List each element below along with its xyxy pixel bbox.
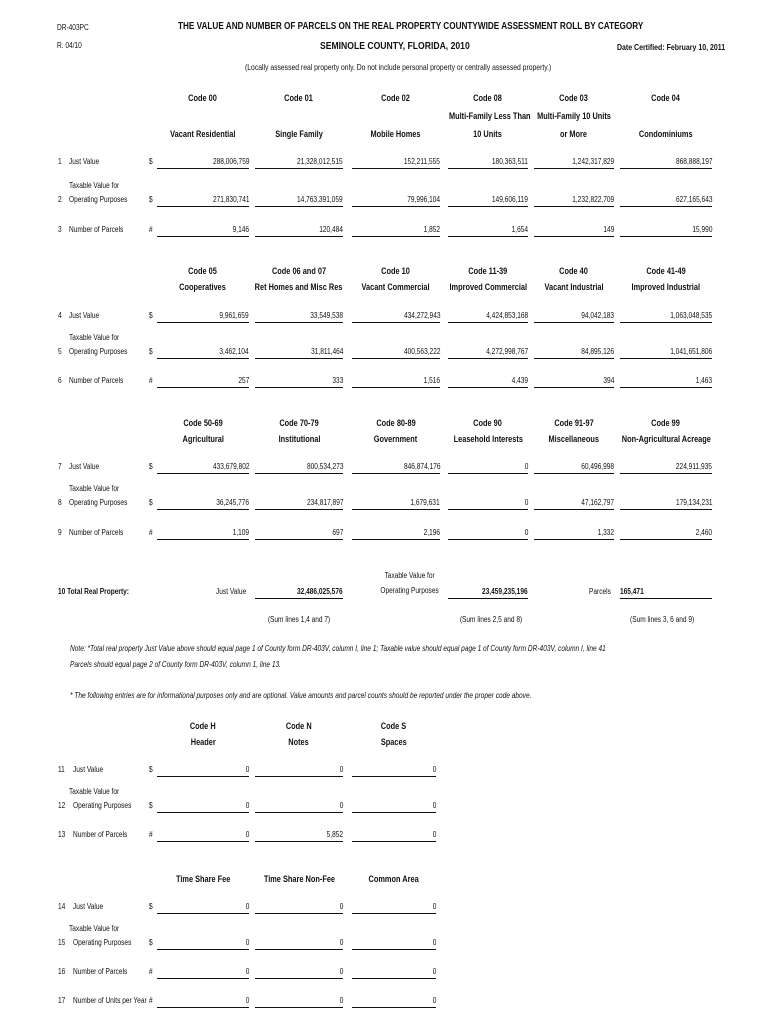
col-code: Code 40 — [559, 266, 589, 276]
col-desc: Condominiums — [639, 129, 693, 139]
col-code: Code 41-49 — [646, 266, 686, 276]
table-cell: 2,196 — [352, 528, 440, 540]
table-cell: 1,852 — [352, 225, 440, 237]
row-symbol: $ — [149, 347, 153, 356]
note-text: * The following entries are for informational purposes only and are optional. Value amounts and parcel counts should be reported under the proper code above. — [70, 691, 532, 700]
table-cell: 0 — [157, 902, 249, 914]
col-desc: Improved Industrial — [631, 282, 701, 292]
row-symbol: # — [149, 830, 153, 839]
row-number: 4 — [58, 311, 62, 320]
table-cell: 0 — [352, 996, 436, 1008]
row-label: Number of Parcels — [69, 225, 124, 234]
col-code: Code 50-69 — [183, 418, 223, 428]
row-symbol: # — [149, 376, 153, 385]
table-cell: 800,534,273 — [255, 462, 343, 474]
table-cell: 31,811,464 — [255, 347, 343, 359]
table-cell: 627,165,643 — [620, 195, 712, 207]
table-cell: 5,852 — [255, 830, 343, 842]
table-cell: 0 — [157, 801, 249, 813]
col-desc: Vacant Industrial — [544, 282, 604, 292]
table-cell: 180,363,511 — [448, 157, 528, 169]
table-cell: 0 — [255, 765, 343, 777]
col-code: Code 08 — [473, 93, 503, 103]
total-just-label: Just Value — [216, 587, 247, 596]
row-number: 8 — [58, 498, 62, 507]
row-symbol: $ — [149, 195, 153, 204]
row-number: 6 — [58, 376, 62, 385]
table-cell: 0 — [255, 996, 343, 1008]
table-cell: 0 — [448, 528, 528, 540]
table-cell: 4,439 — [448, 376, 528, 388]
row-label: Operating Purposes — [69, 347, 128, 356]
table-cell: 9,961,659 — [157, 311, 249, 323]
table-cell: 0 — [157, 996, 249, 1008]
table-cell: 868,888,197 — [620, 157, 712, 169]
table-cell: 0 — [157, 967, 249, 979]
row-label: Number of Parcels — [73, 830, 128, 839]
row-number: 14 — [58, 902, 66, 911]
table-cell: 179,134,231 — [620, 498, 712, 510]
row-symbol: # — [149, 225, 153, 234]
row-symbol: $ — [149, 498, 153, 507]
col-desc: Notes — [288, 737, 310, 747]
col-code: Code 70-79 — [279, 418, 319, 428]
row-symbol: # — [149, 996, 153, 1005]
total-parcels-label: Parcels — [589, 587, 611, 596]
row-number: 15 — [58, 938, 66, 947]
table-cell: 0 — [448, 498, 528, 510]
col-desc: Vacant Residential — [170, 129, 236, 139]
table-cell: 697 — [255, 528, 343, 540]
row-number: 11 — [58, 765, 65, 774]
row-number: 3 — [58, 225, 62, 234]
row-symbol: $ — [149, 801, 153, 810]
note-text: Note: *Total real property Just Value above should equal page 1 of County form DR-403V, column I, line 1; Taxable value should equal page 1 of County form DR-403V, column I, line 41 — [70, 644, 606, 653]
table-cell: 271,830,741 — [157, 195, 249, 207]
col-desc: Government — [374, 434, 418, 444]
col-code: Time Share Fee — [175, 874, 231, 884]
col-code: Code 91-97 — [554, 418, 594, 428]
table-cell: 120,484 — [255, 225, 343, 237]
col-desc: Cooperatives — [179, 282, 227, 292]
table-cell: 1,242,317,829 — [534, 157, 614, 169]
table-cell: 9,146 — [157, 225, 249, 237]
table-cell: 36,245,776 — [157, 498, 249, 510]
table-cell: 0 — [352, 765, 436, 777]
table-cell: 257 — [157, 376, 249, 388]
col-code: Code 80-89 — [376, 418, 416, 428]
table-cell: 4,424,853,168 — [448, 311, 528, 323]
row-number: 16 — [58, 967, 66, 976]
col-code: Code 90 — [473, 418, 503, 428]
col-code: Code N — [286, 721, 312, 731]
col-code: Code 02 — [381, 93, 411, 103]
table-cell: 0 — [255, 902, 343, 914]
table-cell: 0 — [255, 967, 343, 979]
table-cell: 0 — [157, 830, 249, 842]
col-code: Code S — [381, 721, 407, 731]
row-label: Operating Purposes — [73, 938, 132, 947]
total-taxable-label: Taxable Value for — [384, 571, 436, 580]
total-just-value: 32,486,025,576 — [255, 587, 343, 599]
page-subtitle: (Locally assessed real property only. Do not include personal property or centrally assessed property.) — [245, 62, 552, 72]
table-cell: 333 — [255, 376, 343, 388]
row-symbol: # — [149, 967, 153, 976]
table-cell: 152,211,555 — [352, 157, 440, 169]
col-desc: Vacant Commercial — [361, 282, 431, 292]
table-cell: 400,563,222 — [352, 347, 440, 359]
table-cell: 0 — [448, 462, 528, 474]
row-label: Taxable Value for — [69, 333, 120, 342]
col-desc: Mobile Homes — [370, 129, 422, 139]
col-code: Code 04 — [651, 93, 681, 103]
table-cell: 84,895,126 — [534, 347, 614, 359]
table-cell: 394 — [534, 376, 614, 388]
col-desc: Multi-Family Less Than — [448, 111, 531, 121]
table-cell: 47,162,797 — [534, 498, 614, 510]
table-cell: 288,006,759 — [157, 157, 249, 169]
table-cell: 0 — [352, 902, 436, 914]
row-symbol: $ — [149, 157, 153, 166]
table-cell: 14,763,391,059 — [255, 195, 343, 207]
col-code: Code H — [190, 721, 216, 731]
row-label: Number of Parcels — [69, 376, 124, 385]
table-cell: 434,272,943 — [352, 311, 440, 323]
col-code: Code 05 — [188, 266, 218, 276]
table-cell: 1,109 — [157, 528, 249, 540]
col-code: Code 10 — [381, 266, 411, 276]
col-desc: or More — [560, 129, 588, 139]
row-label: Just Value — [69, 311, 100, 320]
table-cell: 234,817,897 — [255, 498, 343, 510]
row-number: 13 — [58, 830, 66, 839]
col-code: Code 99 — [651, 418, 681, 428]
row-number: 2 — [58, 195, 62, 204]
row-label: Just Value — [69, 462, 100, 471]
county-title: SEMINOLE COUNTY, FLORIDA, 2010 — [320, 40, 470, 52]
row-number: 17 — [58, 996, 66, 1005]
row-label: Number of Units per Year — [73, 996, 147, 1005]
note-text: Parcels should equal page 2 of County form DR-403V, column 1, line 13. — [70, 660, 282, 669]
table-cell: 2,460 — [620, 528, 712, 540]
col-desc: Institutional — [278, 434, 320, 444]
total-taxable-value: 23,459,235,196 — [448, 587, 528, 599]
total-taxable-label: Operating Purposes — [380, 586, 440, 595]
row-label: Taxable Value for — [69, 181, 120, 190]
total-taxable-note: (Sum lines 2,5 and 8) — [459, 615, 523, 624]
col-desc: Agricultural — [182, 434, 224, 444]
col-desc: Leasehold Interests — [453, 434, 523, 444]
table-cell: 1,041,651,806 — [620, 347, 712, 359]
row-label: Number of Parcels — [69, 528, 124, 537]
row-label: Just Value — [73, 902, 104, 911]
row-symbol: $ — [149, 938, 153, 947]
table-cell: 1,516 — [352, 376, 440, 388]
table-cell: 21,328,012,515 — [255, 157, 343, 169]
total-parcels-note: (Sum lines 3, 6 and 9) — [629, 615, 695, 624]
table-cell: 0 — [255, 938, 343, 950]
col-code: Time Share Non-Fee — [263, 874, 335, 884]
row-number: 12 — [58, 801, 66, 810]
col-code: Code 06 and 07 — [271, 266, 327, 276]
row-number: 5 — [58, 347, 62, 356]
row-label: Taxable Value for — [69, 484, 120, 493]
table-cell: 0 — [157, 938, 249, 950]
col-desc: Multi-Family 10 Units — [537, 111, 611, 121]
row-label: Operating Purposes — [69, 498, 128, 507]
table-cell: 94,042,183 — [534, 311, 614, 323]
col-code: Code 00 — [188, 93, 218, 103]
row-label: Operating Purposes — [73, 801, 132, 810]
table-cell: 224,911,935 — [620, 462, 712, 474]
table-cell: 79,996,104 — [352, 195, 440, 207]
row-symbol: $ — [149, 765, 153, 774]
row-label: Taxable Value for — [69, 924, 120, 933]
row-label: Just Value — [73, 765, 104, 774]
col-desc: Improved Commercial — [449, 282, 527, 292]
table-cell: 60,496,998 — [534, 462, 614, 474]
table-cell: 1,063,048,535 — [620, 311, 712, 323]
col-desc: 10 Units — [473, 129, 503, 139]
row-label: Operating Purposes — [69, 195, 128, 204]
table-cell: 15,990 — [620, 225, 712, 237]
form-revision: R. 04/10 — [57, 41, 82, 50]
table-cell: 0 — [352, 967, 436, 979]
table-cell: 0 — [352, 801, 436, 813]
total-parcels-value: 165,471 — [620, 587, 712, 599]
table-cell: 1,463 — [620, 376, 712, 388]
row-symbol: $ — [149, 902, 153, 911]
col-desc: Spaces — [381, 737, 407, 747]
col-desc: Miscellaneous — [548, 434, 600, 444]
col-code: Code 01 — [284, 93, 314, 103]
date-certified: Date Certified: February 10, 2011 — [617, 42, 726, 52]
col-code: Code 03 — [559, 93, 589, 103]
table-cell: 1,232,822,709 — [534, 195, 614, 207]
table-cell: 0 — [255, 801, 343, 813]
row-symbol: $ — [149, 311, 153, 320]
table-cell: 3,462,104 — [157, 347, 249, 359]
total-just-note: (Sum lines 1,4 and 7) — [267, 615, 331, 624]
row-label: Number of Parcels — [73, 967, 128, 976]
col-desc: Non-Agricultural Acreage — [621, 434, 711, 444]
total-label: 10 Total Real Property: — [58, 587, 129, 596]
table-cell: 149,606,119 — [448, 195, 528, 207]
table-cell: 4,272,998,767 — [448, 347, 528, 359]
table-cell: 1,679,631 — [352, 498, 440, 510]
table-cell: 0 — [157, 765, 249, 777]
row-number: 7 — [58, 462, 62, 471]
table-cell: 1,654 — [448, 225, 528, 237]
row-number: 9 — [58, 528, 62, 537]
row-label: Taxable Value for — [69, 787, 120, 796]
col-desc: Header — [190, 737, 216, 747]
page-title: THE VALUE AND NUMBER OF PARCELS ON THE REAL PROPERTY COUNTYWIDE ASSESSMENT ROLL BY CATEGORY — [178, 20, 644, 32]
table-cell: 1,332 — [534, 528, 614, 540]
row-symbol: $ — [149, 462, 153, 471]
row-number: 1 — [58, 157, 62, 166]
col-desc: Ret Homes and Misc Res — [255, 282, 343, 292]
col-desc: Single Family — [275, 129, 323, 139]
table-cell: 33,549,538 — [255, 311, 343, 323]
table-cell: 0 — [352, 938, 436, 950]
table-cell: 149 — [534, 225, 614, 237]
table-cell: 433,679,802 — [157, 462, 249, 474]
col-code: Code 11-39 — [468, 266, 508, 276]
form-id: DR-403PC — [57, 23, 89, 32]
row-symbol: # — [149, 528, 153, 537]
row-label: Just Value — [69, 157, 100, 166]
col-code: Common Area — [368, 874, 420, 884]
table-cell: 846,874,176 — [352, 462, 440, 474]
table-cell: 0 — [352, 830, 436, 842]
